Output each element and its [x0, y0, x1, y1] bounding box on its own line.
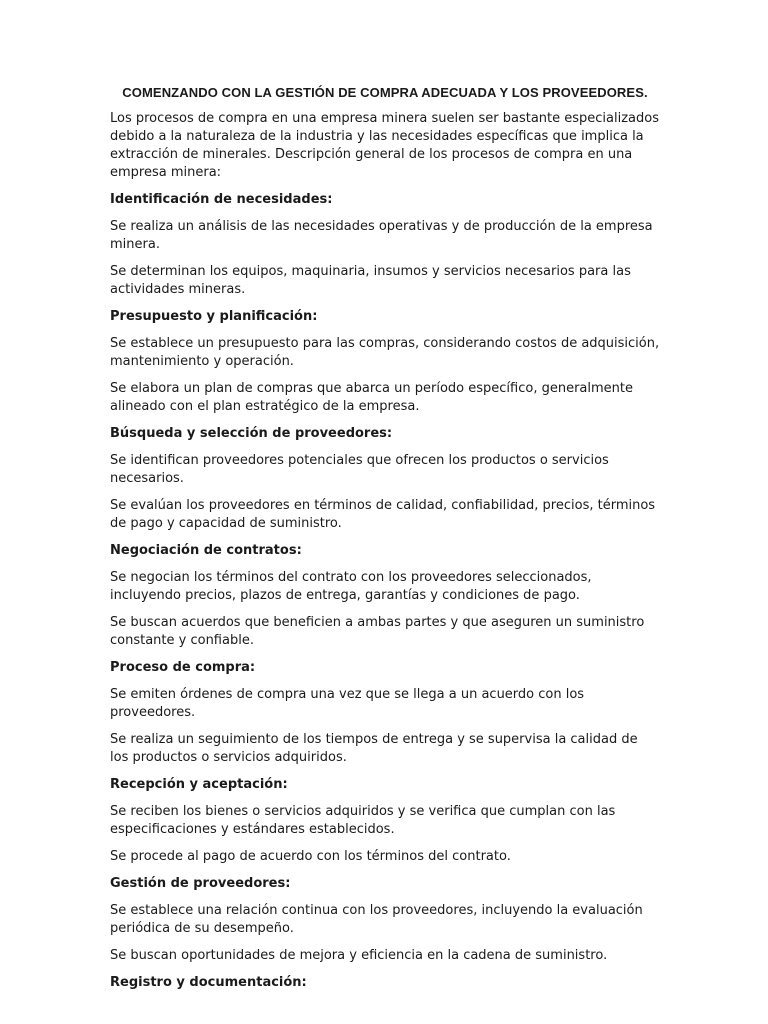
paragraph: Se establece una relación continua con los proveedores, incluyendo la evaluación periódica de su desempeño.: [110, 903, 643, 936]
document-body: [110, 84, 660, 1001]
section-heading-registro: Registro y documentación:: [110, 975, 307, 990]
section-heading-gestion: Gestión de proveedores:: [110, 876, 291, 891]
paragraph: Se realiza un seguimiento de los tiempos de entrega y se supervisa la calidad de los productos o servicios adquiridos.: [110, 732, 638, 765]
paragraph: Se determinan los equipos, maquinaria, insumos y servicios necesarios para las actividades mineras.: [110, 264, 631, 297]
paragraph: Se buscan acuerdos que beneficien a ambas partes y que aseguren un suministro constante y confiable.: [110, 615, 645, 648]
intro-paragraph: Los procesos de compra en una empresa minera suelen ser bastante especializados debido a la naturaleza de la industria y las necesidades específicas que implica la extracción de minerales. Descripción general de los procesos de compra en una empresa minera:: [110, 111, 660, 180]
section-heading-presupuesto: Presupuesto y planificación:: [110, 309, 318, 324]
section-heading-busqueda: Búsqueda y selección de proveedores:: [110, 426, 393, 441]
section-heading-identificacion: Identificación de necesidades:: [110, 192, 333, 207]
document-title: COMENZANDO CON LA GESTIÓN DE COMPRA ADECUADA Y LOS PROVEEDORES.: [122, 85, 648, 100]
paragraph: Se identifican proveedores potenciales que ofrecen los productos o servicios necesarios.: [110, 453, 609, 486]
paragraph: Se elabora un plan de compras que abarca un período específico, generalmente alineado con el plan estratégico de la empresa.: [110, 381, 633, 414]
paragraph: Se establece un presupuesto para las compras, considerando costos de adquisición, mantenimiento y operación.: [110, 336, 660, 369]
paragraph: Se evalúan los proveedores en términos de calidad, confiabilidad, precios, términos de pago y capacidad de suministro.: [110, 498, 656, 531]
paragraph: Se procede al pago de acuerdo con los términos del contrato.: [110, 849, 511, 864]
paragraph: Se reciben los bienes o servicios adquiridos y se verifica que cumplan con las especificaciones y estándares establecidos.: [110, 804, 616, 837]
paragraph: Se realiza un análisis de las necesidades operativas y de producción de la empresa minera.: [110, 219, 653, 252]
section-heading-proceso: Proceso de compra:: [110, 660, 256, 675]
section-heading-recepcion: Recepción y aceptación:: [110, 777, 288, 792]
paragraph: Se buscan oportunidades de mejora y eficiencia en la cadena de suministro.: [110, 948, 608, 963]
paragraph: Se negocian los términos del contrato con los proveedores seleccionados, incluyendo precios, plazos de entrega, garantías y condiciones de pago.: [110, 570, 592, 603]
section-heading-negociacion: Negociación de contratos:: [110, 543, 302, 558]
paragraph: Se emiten órdenes de compra una vez que se llega a un acuerdo con los proveedores.: [110, 687, 585, 720]
